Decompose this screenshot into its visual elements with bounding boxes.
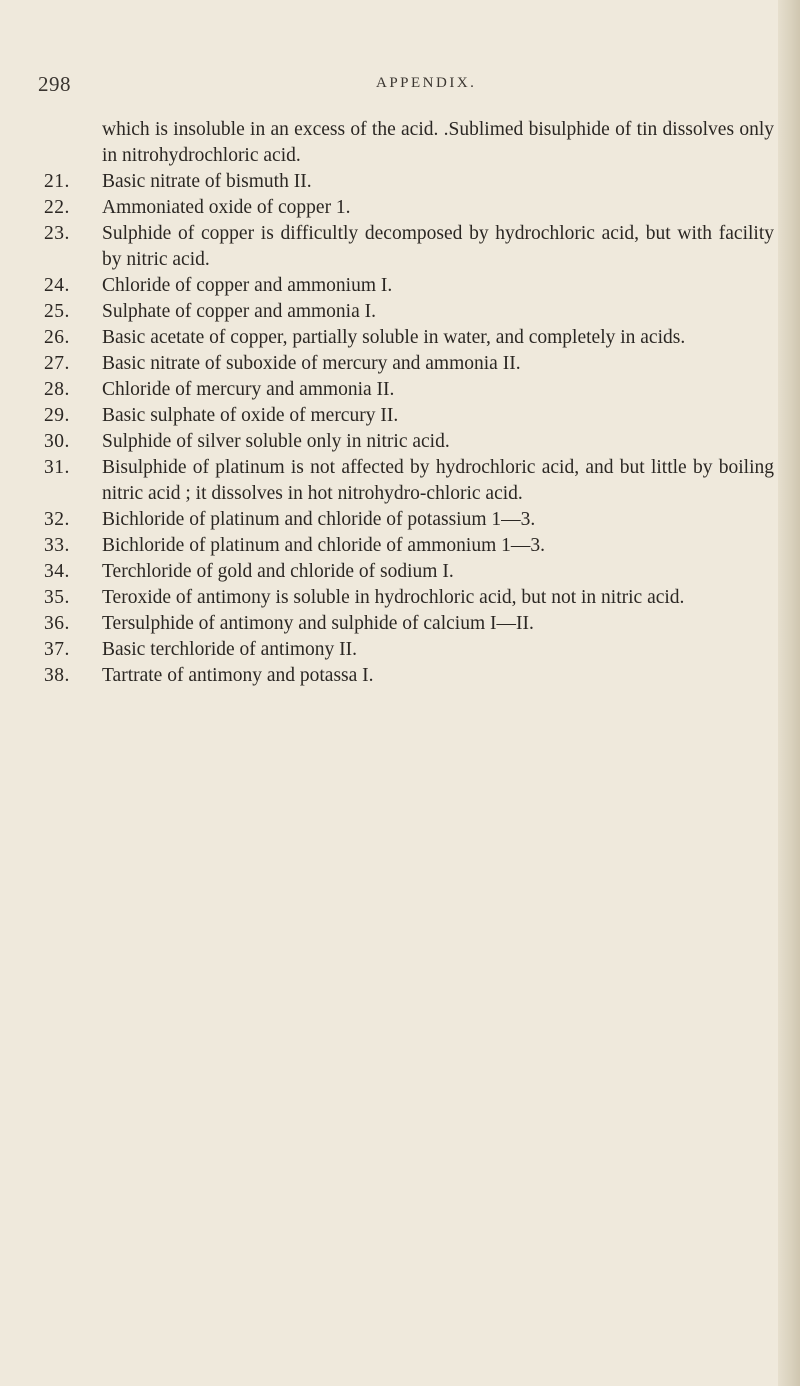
running-header: APPENDIX. — [376, 75, 477, 91]
list-item — [44, 585, 774, 611]
entry-number: 26. — [44, 327, 70, 348]
list-item — [44, 559, 774, 585]
list-item — [44, 455, 774, 507]
list-item — [44, 299, 774, 325]
entry-text: Bichloride of platinum and chloride of ammonium 1—3. — [102, 535, 545, 556]
continuation-paragraph: which is insoluble in an excess of the acid. .Sublimed bisulphide of tin dissolves only in nitrohydrochloric acid. — [102, 119, 774, 166]
page-edge — [778, 0, 800, 1386]
entry-number: 29. — [44, 405, 70, 426]
list-item — [44, 325, 774, 351]
list-item — [44, 637, 774, 663]
entry-number: 33. — [44, 535, 70, 556]
entry-number: 21. — [44, 171, 70, 192]
entry-number: 28. — [44, 379, 70, 400]
list-item — [44, 507, 774, 533]
list-item — [44, 273, 774, 299]
list-item — [44, 377, 774, 403]
entry-text: Sulphide of copper is difficultly decomposed by hydrochloric acid, but with facility by nitric acid. — [102, 223, 774, 270]
list-item — [44, 663, 774, 689]
entry-text: Sulphate of copper and ammonia I. — [102, 301, 376, 322]
entry-text: Basic terchloride of antimony II. — [102, 639, 358, 660]
entry-text: Bichloride of platinum and chloride of potassium 1—3. — [102, 509, 536, 530]
list-item — [44, 169, 774, 195]
entry-number: 23. — [44, 223, 70, 244]
list-item — [44, 403, 774, 429]
page-body — [44, 117, 774, 689]
page-number: 298 — [38, 72, 71, 96]
entry-text: Terchloride of gold and chloride of sodium I. — [102, 561, 454, 582]
entry-number: 38. — [44, 665, 70, 686]
entry-number: 36. — [44, 613, 70, 634]
entry-number: 22. — [44, 197, 70, 218]
entry-text: Basic nitrate of suboxide of mercury and ammonia II. — [102, 353, 521, 374]
entry-number: 32. — [44, 509, 70, 530]
entry-text: Basic sulphate of oxide of mercury II. — [102, 405, 399, 426]
entry-text: Tersulphide of antimony and sulphide of calcium I—II. — [102, 613, 534, 634]
list-item — [44, 429, 774, 455]
entry-number: 25. — [44, 301, 70, 322]
list-item — [44, 611, 774, 637]
list-item — [44, 351, 774, 377]
entry-number: 30. — [44, 431, 70, 452]
entry-number: 35. — [44, 587, 70, 608]
entry-text: Bisulphide of platinum is not affected by hydrochloric acid, and but little by boiling nitric acid ; it dissolves in hot nitrohydro-chloric acid. — [102, 457, 774, 504]
entry-text: Sulphide of silver soluble only in nitric acid. — [102, 431, 450, 452]
list-item — [44, 195, 774, 221]
entry-number: 31. — [44, 457, 70, 478]
entry-list — [44, 169, 774, 689]
entry-text: Basic acetate of copper, partially soluble in water, and completely in acids. — [102, 327, 686, 348]
list-item — [44, 533, 774, 559]
entry-text: Teroxide of antimony is soluble in hydrochloric acid, but not in nitric acid. — [102, 587, 685, 608]
entry-text: Chloride of copper and ammonium I. — [102, 275, 393, 296]
entry-number: 24. — [44, 275, 70, 296]
entry-text: Chloride of mercury and ammonia II. — [102, 379, 395, 400]
entry-number: 37. — [44, 639, 70, 660]
entry-number: 27. — [44, 353, 70, 374]
entry-text: Ammoniated oxide of copper 1. — [102, 197, 351, 218]
entry-number: 34. — [44, 561, 70, 582]
entry-text: Basic nitrate of bismuth II. — [102, 171, 312, 192]
list-item — [44, 221, 774, 273]
entry-text: Tartrate of antimony and potassa I. — [102, 665, 374, 686]
